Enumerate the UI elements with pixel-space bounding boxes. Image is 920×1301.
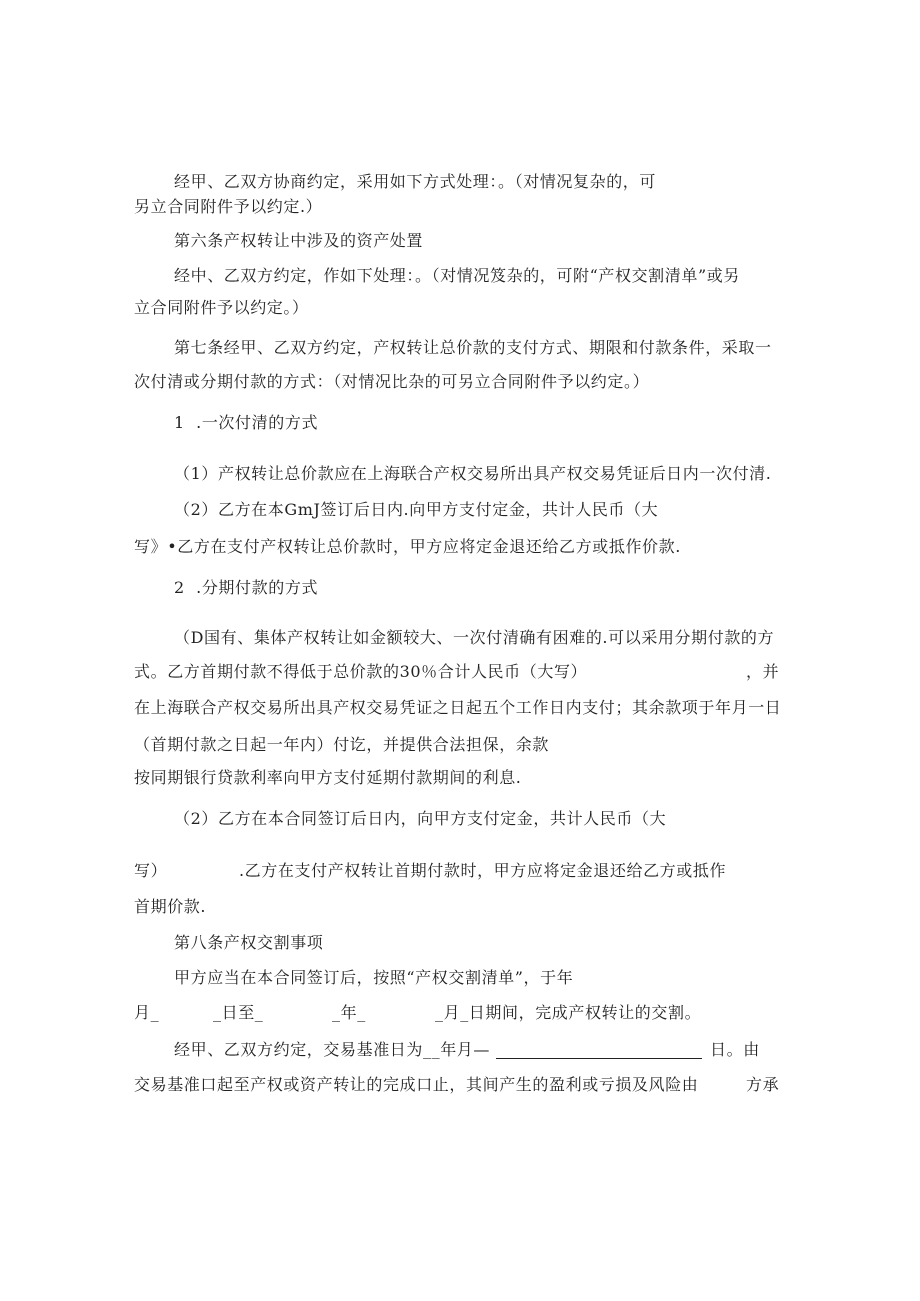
section-heading: 第七条经甲、乙双方约定，产权转让总价款的支付方式、期限和付款条件，采取一 bbox=[174, 338, 772, 357]
text-line: 经甲、乙双方约定，交易基准日为__年月— bbox=[174, 1040, 491, 1059]
text-line: 另立合同附件予以约定.） bbox=[134, 197, 323, 216]
text-line: 按同期银行贷款利率向甲方支付延期付款期间的利息. bbox=[134, 768, 522, 787]
text-line: _日至_ bbox=[213, 1003, 264, 1022]
text-line: 次付清或分期付款的方式：（对情况比杂的可另立合同附件予以约定。） bbox=[134, 372, 650, 391]
text-line: ，并 bbox=[746, 662, 780, 681]
text-line: 式。乙方首期付款不得低于总价款的30％合计人民币（大写） bbox=[134, 662, 588, 681]
text-line: （2）乙方在本GmJ签订后日内.向甲方支付定金，共计人民币（大 bbox=[174, 500, 659, 519]
text-line: （D国有、集体产权转让如金额较大、一次付清确有困难的.可以采用分期付款的方 bbox=[174, 628, 775, 647]
section-heading: 第六条产权转让中涉及的资产处置 bbox=[174, 231, 424, 250]
text-line: 写》•乙方在支付产权转让总价款时，甲方应将定金退还给乙方或抵作价款. bbox=[134, 537, 681, 556]
text-line: （1）产权转让总价款应在上海联合产权交易所出具产权交易凭证后日内一次付清. bbox=[174, 464, 772, 483]
text-line: 立合同附件予以约定。） bbox=[134, 298, 309, 317]
text-line: .乙方在支付产权转让首期付款时，甲方应将定金退还给乙方或抵作 bbox=[239, 861, 727, 880]
text-line: 日。由 bbox=[710, 1040, 760, 1059]
text-line: 方承 bbox=[746, 1075, 780, 1094]
list-heading: 2 .分期付款的方式 bbox=[174, 578, 319, 597]
text-line: 写） bbox=[134, 861, 168, 880]
list-heading: 1 .一次付清的方式 bbox=[174, 413, 319, 432]
text-line: _年_ bbox=[332, 1003, 366, 1022]
section-heading: 第八条产权交割事项 bbox=[174, 933, 324, 952]
text-line: 月_ bbox=[134, 1003, 160, 1022]
text-line: 经中、乙双方约定，作如下处理：。（对情况笈杂的，可附“产权交割清单”或另 bbox=[174, 266, 740, 285]
text-line: 首期价款. bbox=[134, 897, 207, 916]
text-line: （首期付款之日起一年内）付讫，并提供合法担保，余款 bbox=[134, 735, 550, 754]
fill-in-blank-line bbox=[496, 1058, 702, 1059]
text-line: 在上海联合产权交易所出具产权交易凭证之日起五个工作日内支付；其余款项于年月一日 bbox=[134, 698, 782, 717]
text-line: _月_日期间，完成产权转让的交割。 bbox=[435, 1003, 702, 1022]
text-line: 交易基准口起至产权或资产转让的完成口止，其间产生的盈利或亏损及风险由 bbox=[134, 1075, 699, 1094]
text-line: 经甲、乙双方协商约定，采用如下方式处理：。（对情况复杂的，可 bbox=[174, 172, 657, 191]
text-line: （2）乙方在本合同签订后日内，向甲方支付定金，共计人民币（大 bbox=[174, 809, 667, 828]
text-line: 甲方应当在本合同签订后，按照“产权交割清单”，于年 bbox=[174, 968, 574, 987]
